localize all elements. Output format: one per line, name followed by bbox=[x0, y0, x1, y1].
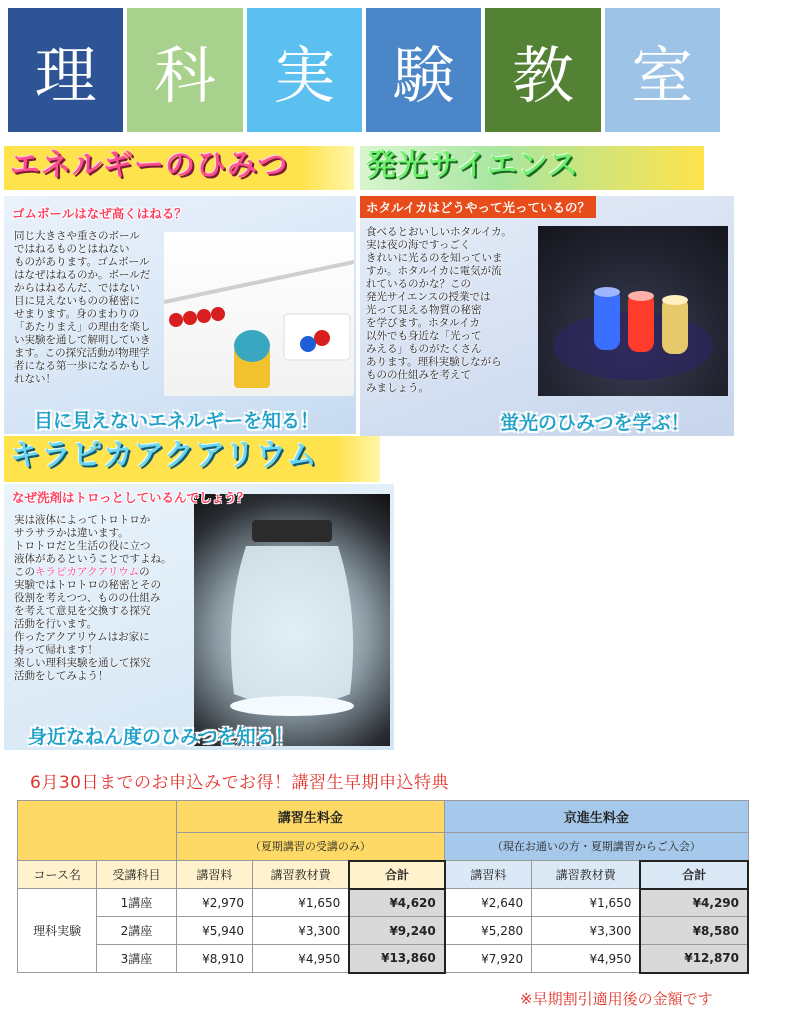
aqua-body-highlight: キラピカアクアリウム bbox=[35, 566, 140, 578]
group2-sub: （現在お通いの方・夏期講習からご入会） bbox=[445, 833, 748, 861]
aqua-body-part2: の 実験ではトロトロの秘密とその 役割を考えつつ、ものの仕組み を考えて意見を交換する探究 活動を行います。 作ったアクアリウムはお家に 持って帰れます！ 楽しい理科実験を通して探究 活動をしてみよう！ bbox=[14, 566, 161, 682]
group2-title: 京進生料金 bbox=[445, 801, 748, 833]
light-panel bbox=[360, 196, 734, 436]
discount-note: ※早期割引適用後の金額です bbox=[520, 990, 713, 1008]
aqua-panel bbox=[4, 484, 394, 750]
col-header: 講習教材費 bbox=[532, 861, 641, 889]
balls-photo bbox=[164, 232, 354, 396]
aquarium-jar-photo bbox=[194, 494, 390, 746]
table-row bbox=[18, 945, 749, 973]
aqua-section-title bbox=[4, 436, 380, 482]
course-name: 理科実験 bbox=[18, 889, 97, 973]
total-cell: ¥13,860 bbox=[349, 945, 444, 973]
aqua-body bbox=[14, 514, 204, 683]
title-tile: 験 bbox=[366, 8, 481, 132]
group1-title: 講習生料金 bbox=[176, 801, 445, 833]
col-header: 講習教材費 bbox=[253, 861, 350, 889]
subject-cell: 1講座 bbox=[97, 889, 176, 917]
fee-cell: ¥2,970 bbox=[176, 889, 252, 917]
table-row bbox=[18, 889, 749, 917]
title-tiles bbox=[8, 8, 720, 132]
firefly-squid-photo bbox=[538, 226, 728, 396]
table-corner bbox=[18, 801, 177, 861]
subject-cell: 3講座 bbox=[97, 945, 176, 973]
light-slogan: 蛍光のひみつを学ぶ！ bbox=[500, 412, 690, 434]
fee-cell: ¥7,920 bbox=[445, 945, 532, 973]
material-cell: ¥3,300 bbox=[253, 917, 350, 945]
glowing-vials-illustration bbox=[538, 226, 728, 396]
glowing-jar-illustration bbox=[194, 494, 390, 746]
total-cell: ¥12,870 bbox=[640, 945, 748, 973]
col-header: コース名 bbox=[18, 861, 97, 889]
material-cell: ¥1,650 bbox=[253, 889, 350, 917]
material-cell: ¥4,950 bbox=[253, 945, 350, 973]
material-cell: ¥4,950 bbox=[532, 945, 641, 973]
fee-cell: ¥2,640 bbox=[445, 889, 532, 917]
table-row bbox=[18, 917, 749, 945]
aqua-title-text: キラピカアクアリウム bbox=[10, 438, 318, 473]
aqua-slogan: 身近なねん度のひみつを知る！ bbox=[28, 726, 294, 748]
subject-cell: 2講座 bbox=[97, 917, 176, 945]
fee-cell: ¥5,280 bbox=[445, 917, 532, 945]
energy-slogan: 目に見えないエネルギーを知る！ bbox=[34, 410, 320, 432]
total-cell: ¥9,240 bbox=[349, 917, 444, 945]
group1-sub: （夏期講習の受講のみ） bbox=[176, 833, 445, 861]
title-tile: 室 bbox=[605, 8, 720, 132]
total-cell: ¥4,290 bbox=[640, 889, 748, 917]
light-title-text: 発光サイエンス bbox=[366, 148, 579, 183]
title-tile: 教 bbox=[485, 8, 600, 132]
title-tile: 理 bbox=[8, 8, 123, 132]
title-tile: 実 bbox=[247, 8, 362, 132]
col-header: 講習料 bbox=[176, 861, 252, 889]
total-cell: ¥8,580 bbox=[640, 917, 748, 945]
energy-panel bbox=[4, 196, 356, 434]
light-body: 食べるとおいしいホタルイカ。 実は夜の海ですっごく きれいに光るのを知っていま すか。ホタルイカに電気が流 れているのかな？この 発光サイエンスの授業では 光って見える物質の秘密 を学びます。ホタルイカ 以外でも身近な「光って みえる」ものがたくさん あります。理科実験しながら ものの仕組みを考えて みましょう。 bbox=[366, 226, 512, 394]
price-table bbox=[17, 800, 749, 974]
aqua-body-part1: 実は液体によってトロトロか サラサラかは違います。 トロトロだと生活の役に立つ 液体があるということですよね。 この bbox=[14, 514, 172, 578]
material-cell: ¥3,300 bbox=[532, 917, 641, 945]
fee-cell: ¥5,940 bbox=[176, 917, 252, 945]
energy-section-title bbox=[4, 146, 354, 190]
fee-cell: ¥8,910 bbox=[176, 945, 252, 973]
light-section-title bbox=[360, 146, 704, 190]
total-cell: ¥4,620 bbox=[349, 889, 444, 917]
balls-illustration bbox=[164, 232, 354, 396]
energy-body: 同じ大きさや重さのボール ではねるものとはねない ものがあります。ゴムボール はなぜはねるのか。ボールだ からはねるんだ、ではない 目に見えないものの秘密に せまります。身のまわりの 「あたりまえ」の理由を楽し い実験を通して解明していき ます。この探究活動が物理学 者になる第一歩になるかもし れない！ bbox=[14, 230, 151, 385]
aqua-question: なぜ洗剤はトロっとしているんでしょう？ bbox=[12, 490, 250, 505]
material-cell: ¥1,650 bbox=[532, 889, 641, 917]
col-header: 合計 bbox=[349, 861, 444, 889]
promo-text: 6月30日までのお申込みでお得！講習生早期申込特典 bbox=[30, 773, 449, 793]
title-tile: 科 bbox=[127, 8, 242, 132]
light-question: ホタルイカはどうやって光っているの？ bbox=[360, 196, 596, 218]
energy-question: ゴムボールはなぜ高くはねる？ bbox=[12, 206, 187, 221]
col-header: 合計 bbox=[640, 861, 748, 889]
col-header: 講習料 bbox=[445, 861, 532, 889]
energy-title-text: エネルギーのひみつ bbox=[10, 148, 289, 183]
col-header: 受講科目 bbox=[97, 861, 176, 889]
